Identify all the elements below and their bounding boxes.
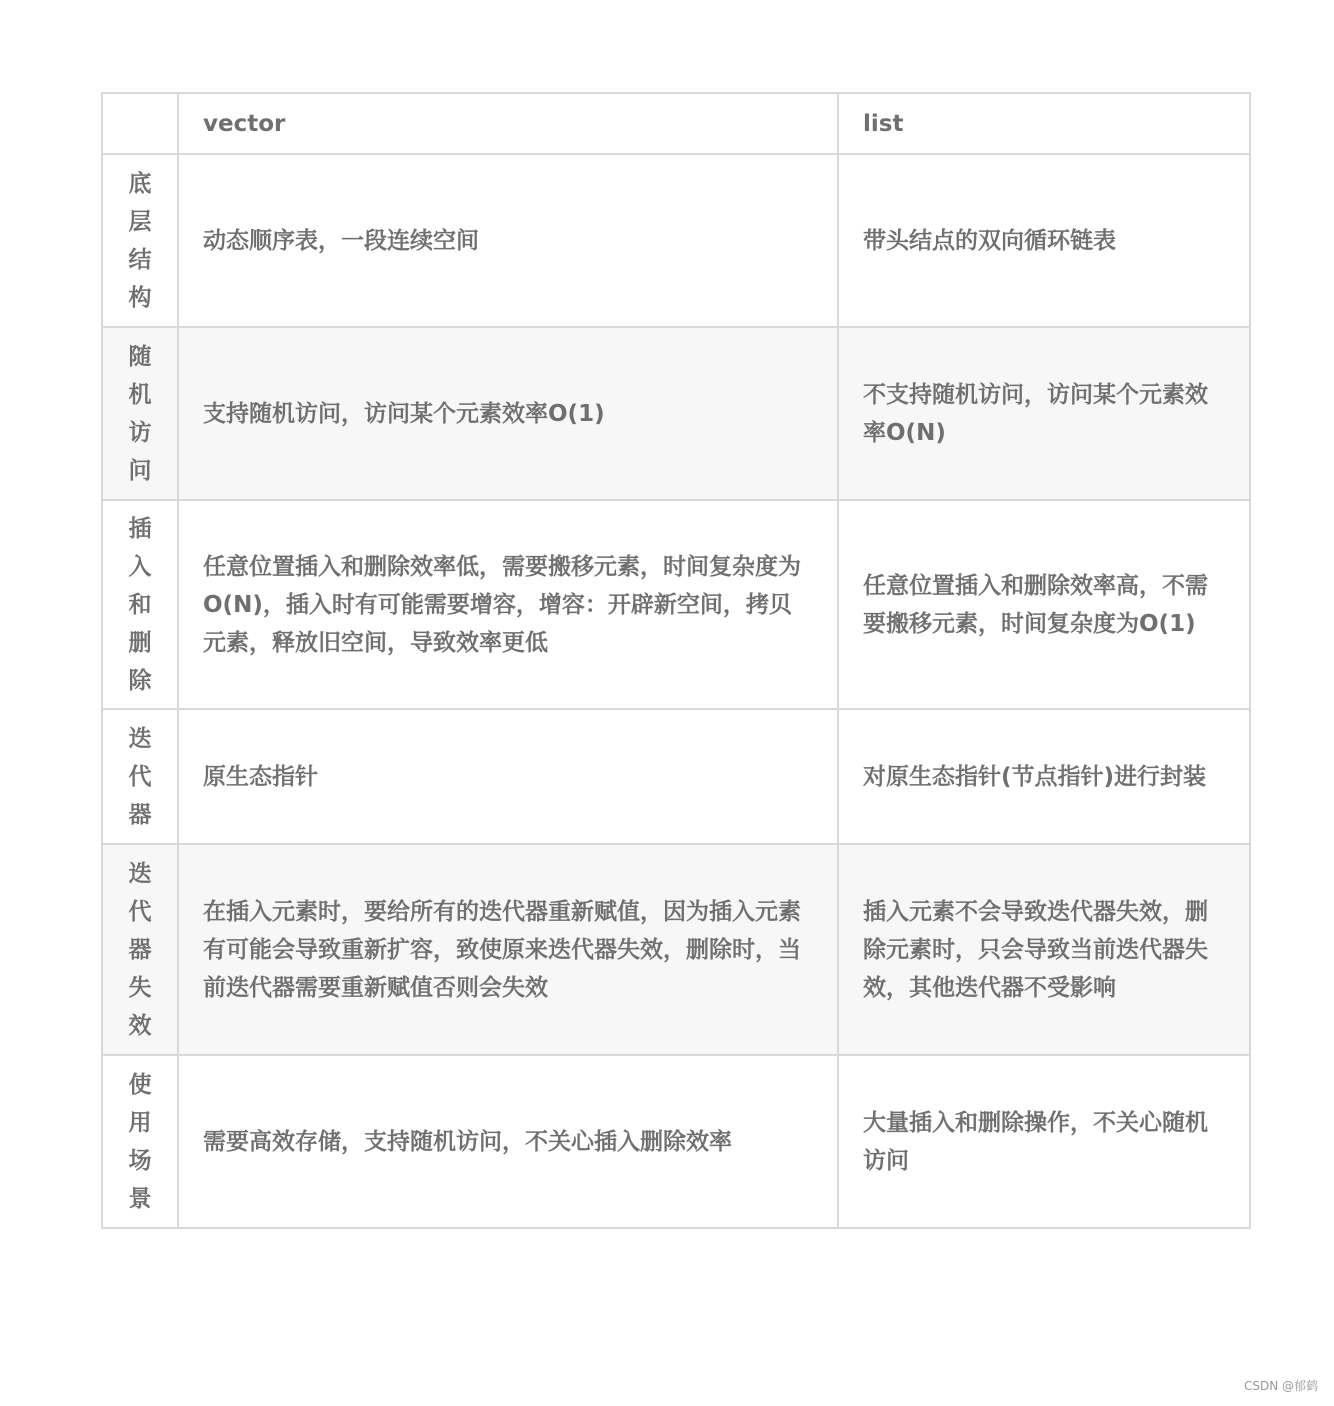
row-label: 底层结构 [128,170,152,311]
row-label: 迭代器失效 [128,860,152,1039]
vector-cell: 支持随机访问，访问某个元素效率O(1) [178,327,838,500]
row-label: 迭代器 [128,725,152,828]
row-label-cell [102,500,178,709]
table-row [102,327,1250,500]
corner-cell [102,93,178,154]
comparison-table [101,92,1251,1229]
row-label: 插入和删除 [128,515,152,694]
vector-cell: 任意位置插入和删除效率低，需要搬移元素，时间复杂度为O(N)，插入时有可能需要增容，增容：开辟新空间，拷贝元素，释放旧空间，导致效率更低 [178,500,838,709]
list-cell: 任意位置插入和删除效率高，不需要搬移元素，时间复杂度为O(1) [838,500,1250,709]
table-row [102,500,1250,709]
list-cell: 带头结点的双向循环链表 [838,154,1250,327]
csdn-watermark: CSDN @郁鹤 [1243,1379,1318,1393]
vector-cell: 原生态指针 [178,709,838,844]
row-label-cell [102,1055,178,1228]
header-list: list [838,93,1250,154]
list-cell: 大量插入和删除操作，不关心随机访问 [838,1055,1250,1228]
row-label-cell [102,327,178,500]
list-cell: 对原生态指针(节点指针)进行封装 [838,709,1250,844]
list-cell: 插入元素不会导致迭代器失效，删除元素时，只会导致当前迭代器失效，其他迭代器不受影响 [838,844,1250,1055]
table-row [102,154,1250,327]
table-row [102,844,1250,1055]
row-label-cell [102,709,178,844]
table-row [102,1055,1250,1228]
vector-cell: 在插入元素时，要给所有的迭代器重新赋值，因为插入元素有可能会导致重新扩容，致使原来迭代器失效，删除时，当前迭代器需要重新赋值否则会失效 [178,844,838,1055]
header-row [102,93,1250,154]
row-label-cell [102,844,178,1055]
vector-cell: 动态顺序表，一段连续空间 [178,154,838,327]
list-cell: 不支持随机访问，访问某个元素效率O(N) [838,327,1250,500]
row-label: 使用场景 [128,1071,152,1212]
table-row [102,709,1250,844]
row-label: 随机访问 [128,343,152,484]
row-label-cell [102,154,178,327]
vector-cell: 需要高效存储，支持随机访问，不关心插入删除效率 [178,1055,838,1228]
header-vector: vector [178,93,838,154]
